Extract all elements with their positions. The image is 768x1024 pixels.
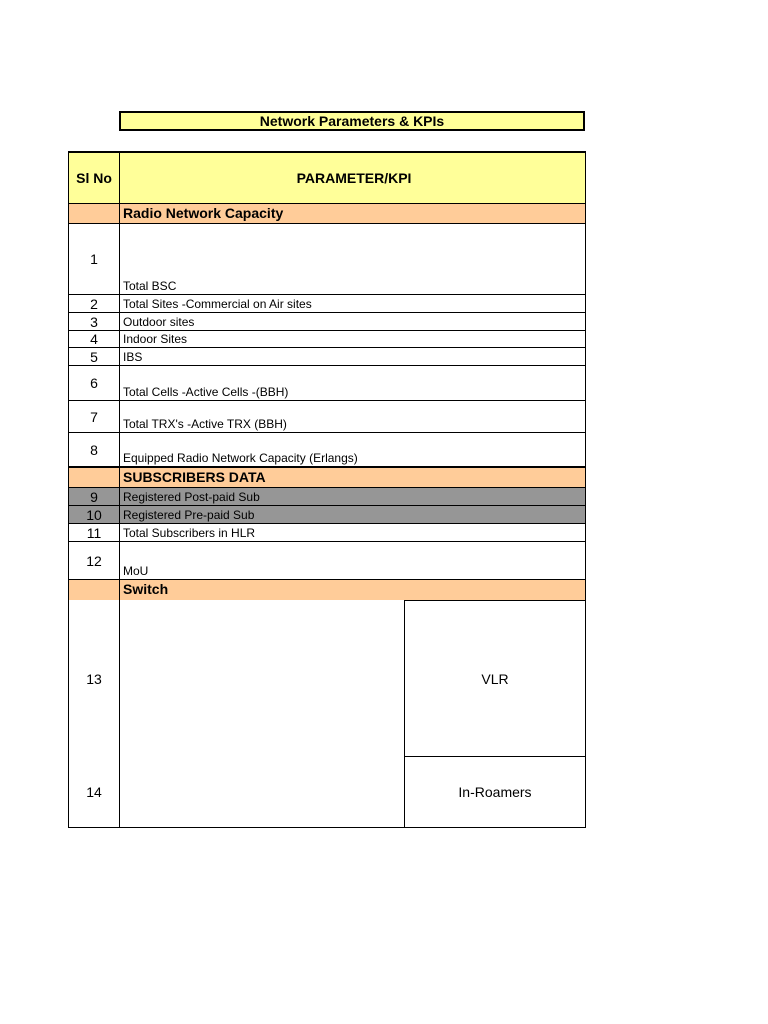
section-sl: [69, 580, 120, 600]
table-row: [69, 506, 585, 524]
row-sl: 11: [69, 524, 120, 541]
table-row: [69, 542, 585, 580]
section-subscribers: [69, 468, 585, 488]
kpi-table: [68, 151, 586, 828]
section-switch: [69, 580, 585, 600]
row-sl: 2: [69, 295, 120, 312]
section-radio: [69, 204, 585, 224]
row-label: Equipped Radio Network Capacity (Erlangs): [123, 451, 358, 465]
row-sl: 10: [69, 506, 120, 523]
page-title: Network Parameters & KPIs: [119, 111, 585, 131]
row-label: MoU: [123, 564, 149, 578]
section-label: Switch: [123, 581, 169, 597]
table-row: [69, 366, 585, 401]
row-label: Indoor Sites: [123, 332, 188, 346]
section-sl: [69, 204, 120, 223]
switch-block: [69, 600, 585, 827]
switch-empty-col: [120, 600, 405, 827]
table-row: [69, 295, 585, 313]
header-sl: Sl No: [69, 153, 120, 203]
in-roamers-cell: In-Roamers: [458, 784, 532, 800]
row-sl: 5: [69, 348, 120, 365]
row-sl: 8: [69, 433, 120, 466]
row-sl: 1: [69, 224, 120, 294]
switch-sl-col: [69, 600, 120, 827]
row-label: Registered Post-paid Sub: [123, 490, 260, 504]
row-sl: 14: [86, 784, 102, 800]
section-label: SUBSCRIBERS DATA: [123, 469, 266, 485]
row-label: Total BSC: [123, 279, 177, 293]
section-sl: [69, 468, 120, 487]
vlr-cell: VLR: [405, 600, 585, 757]
table-row: [69, 224, 585, 295]
row-sl: 6: [69, 366, 120, 400]
row-sl: 4: [69, 331, 120, 347]
table-row: [69, 348, 585, 366]
section-label: Radio Network Capacity: [123, 205, 284, 221]
table-header: [69, 151, 585, 204]
row-label: IBS: [123, 350, 143, 364]
row-sl: 7: [69, 401, 120, 432]
table-row: [69, 313, 585, 331]
row-label: Total Subscribers in HLR: [123, 526, 256, 540]
row-sl: 9: [69, 488, 120, 505]
table-row: [69, 524, 585, 542]
row-sl: 12: [69, 542, 120, 579]
row-sl: 3: [69, 313, 120, 330]
row-label: Outdoor sites: [123, 315, 195, 329]
row-label: Total TRX's -Active TRX (BBH): [123, 417, 287, 431]
row-label: Registered Pre-paid Sub: [123, 508, 255, 522]
row-label: Total Sites -Commercial on Air sites: [123, 297, 312, 311]
row-sl: 13: [86, 670, 102, 687]
table-row: [69, 331, 585, 348]
table-row: [69, 488, 585, 506]
table-row: [69, 433, 585, 468]
row-label: Total Cells -Active Cells -(BBH): [123, 385, 289, 399]
table-row: [69, 401, 585, 433]
header-param: PARAMETER/KPI: [296, 170, 412, 186]
